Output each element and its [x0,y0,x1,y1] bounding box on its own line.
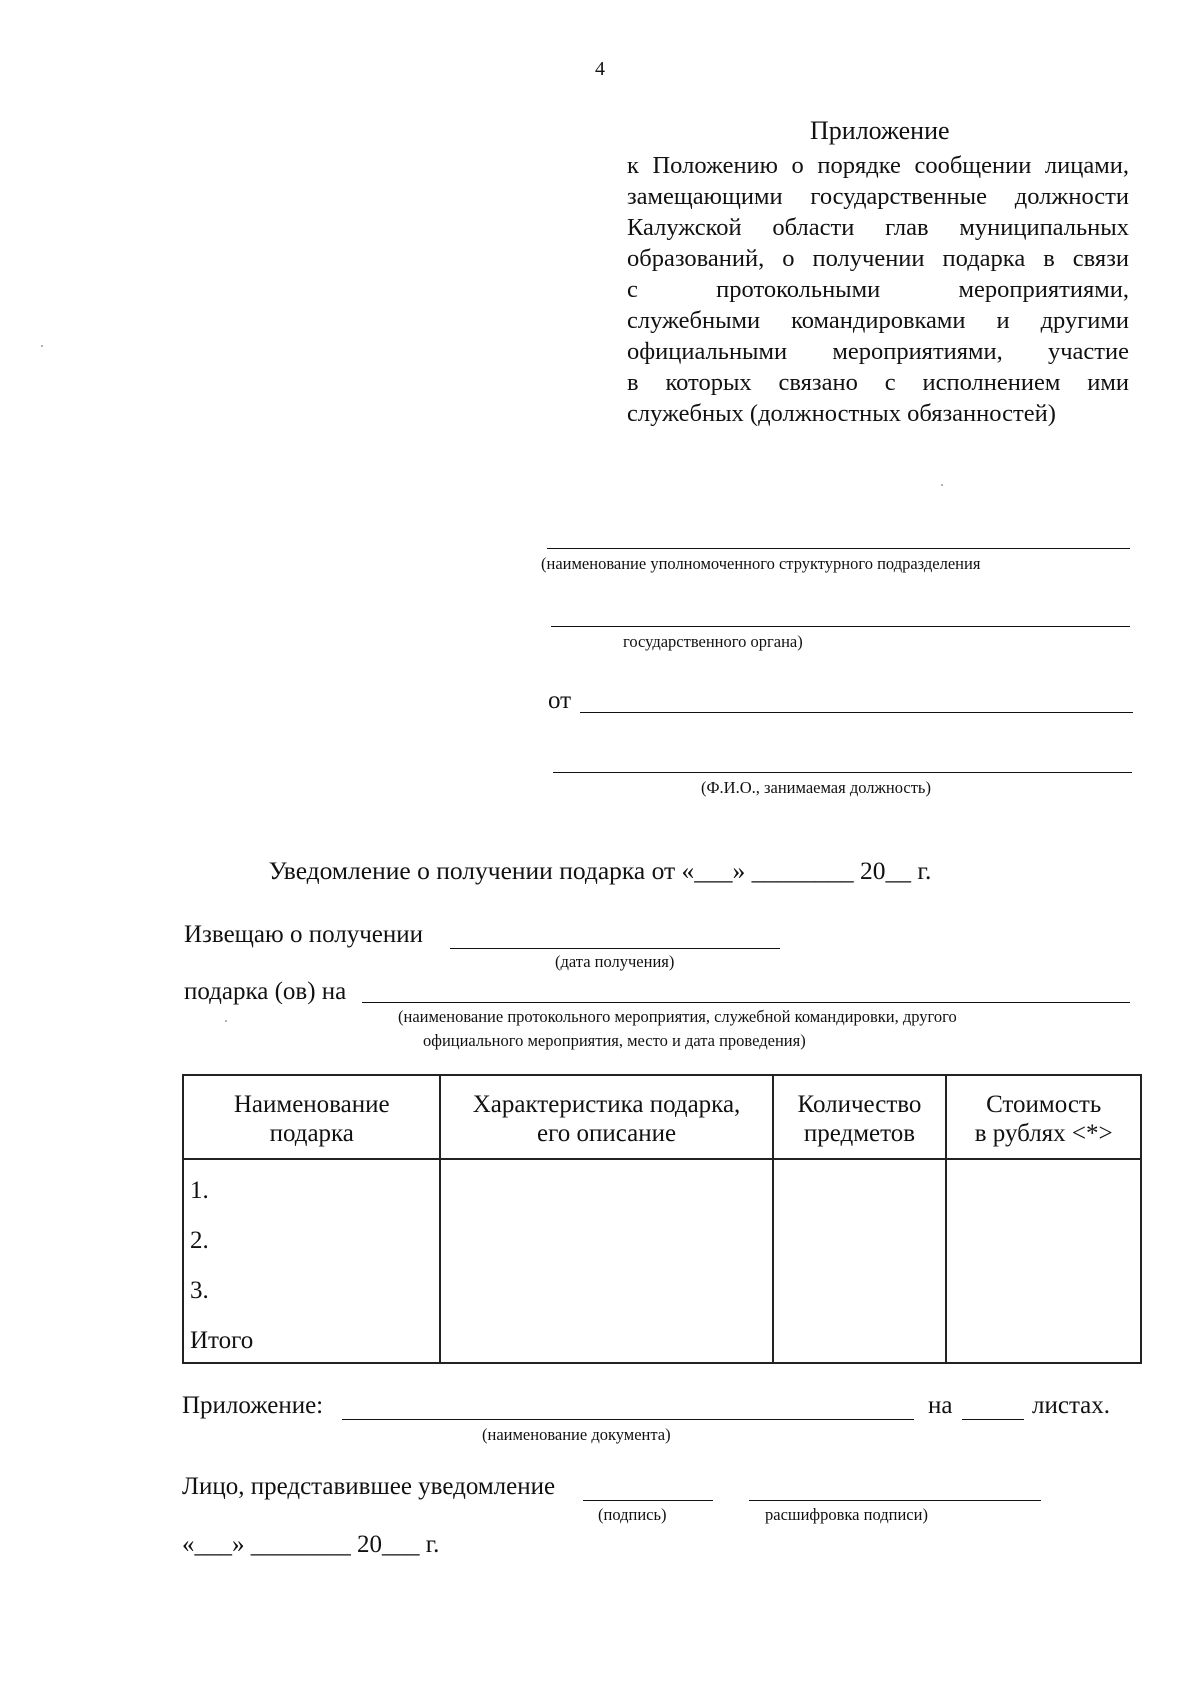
appendix-line: официальными мероприятиями, участие [627,338,1129,365]
appendix-line: служебными командировками и другими [627,307,1129,334]
header-text: Характеристика подарка, [472,1091,741,1118]
attachment-document-line[interactable] [342,1419,914,1420]
header-text: предметов [803,1120,916,1147]
event-caption-line1: (наименование протокольного мероприятия, служебной командировки, другого [398,1007,957,1026]
appendix-line: к Положению о порядке сообщении лицами, [627,152,1129,179]
header-gift-name [183,1075,440,1159]
header-text: Наименование [233,1091,390,1118]
attachment-label: Приложение: [182,1392,324,1419]
attachment-sheets-label: листах. [1032,1392,1111,1419]
scan-speck [941,484,943,486]
row-total-label: Итого [190,1327,254,1354]
quantity-cell[interactable] [773,1159,947,1363]
appendix-title: Приложение [810,116,950,145]
row-label: 1. [190,1177,209,1204]
signature-line[interactable] [583,1500,713,1501]
header-gift-description [440,1075,772,1159]
attachment-caption: (наименование документа) [482,1425,671,1444]
cost-cell[interactable] [946,1159,1141,1363]
signature-decode-caption: расшифровка подписи) [765,1505,928,1524]
table-header-row [183,1075,1141,1159]
appendix-line: образований, о получении подарка в связи [627,245,1129,272]
gift-label: подарка (ов) на [184,978,347,1005]
header-text: Количество [797,1091,922,1118]
gifts-table [182,1074,1142,1364]
from-position-line[interactable] [553,772,1132,773]
attachment-on-label: на [928,1392,953,1419]
appendix-line: замещающими государственные должности [627,183,1129,210]
appendix-line: с протокольными мероприятиями, [627,276,1129,303]
scan-speck [225,1020,227,1022]
header-text: в рублях <*> [974,1120,1113,1147]
event-caption-line2: официального мероприятия, место и дата проведения) [423,1031,806,1050]
recipient-department-line[interactable] [547,548,1130,549]
page-number: 4 [595,58,605,80]
signature-date[interactable]: «___» ________ 20___ г. [182,1531,440,1558]
row-labels-cell [183,1159,440,1363]
row-label: 3. [190,1277,209,1304]
appendix-line: служебных (должностных обязанностей) [627,400,1056,427]
signature-caption: (подпись) [598,1505,667,1524]
appendix-description [627,150,1129,429]
description-cell[interactable] [440,1159,772,1363]
from-name-line[interactable] [580,712,1133,713]
recipient-caption-department: (наименование уполномоченного структурного подразделения [541,554,981,573]
receipt-date-line[interactable] [450,948,780,949]
recipient-organ-line[interactable] [551,626,1130,627]
header-text: подарка [269,1120,354,1147]
from-label: от [548,687,572,714]
header-cost [946,1075,1141,1159]
notice-title: Уведомление о получении подарка от «___» ________ 20__ г. [268,856,932,885]
header-quantity [773,1075,947,1159]
signature-decode-line[interactable] [749,1500,1041,1501]
table-row [183,1159,1141,1363]
appendix-line: в которых связано с исполнением ими [627,369,1129,396]
appendix-line: Калужской области глав муниципальных [627,214,1129,241]
event-line[interactable] [362,1002,1130,1003]
recipient-caption-organ: государственного органа) [623,632,803,651]
recipient-caption-fio: (Ф.И.О., занимаемая должность) [701,778,931,797]
header-text: Стоимость [986,1091,1102,1118]
inform-label: Извещаю о получении [184,921,424,948]
header-text: его описание [536,1120,677,1147]
row-label: 2. [190,1227,209,1254]
receipt-date-caption: (дата получения) [555,952,675,971]
signature-label: Лицо, представившее уведомление [182,1473,556,1500]
attachment-sheets-line[interactable] [962,1419,1024,1420]
scan-speck [41,345,43,347]
